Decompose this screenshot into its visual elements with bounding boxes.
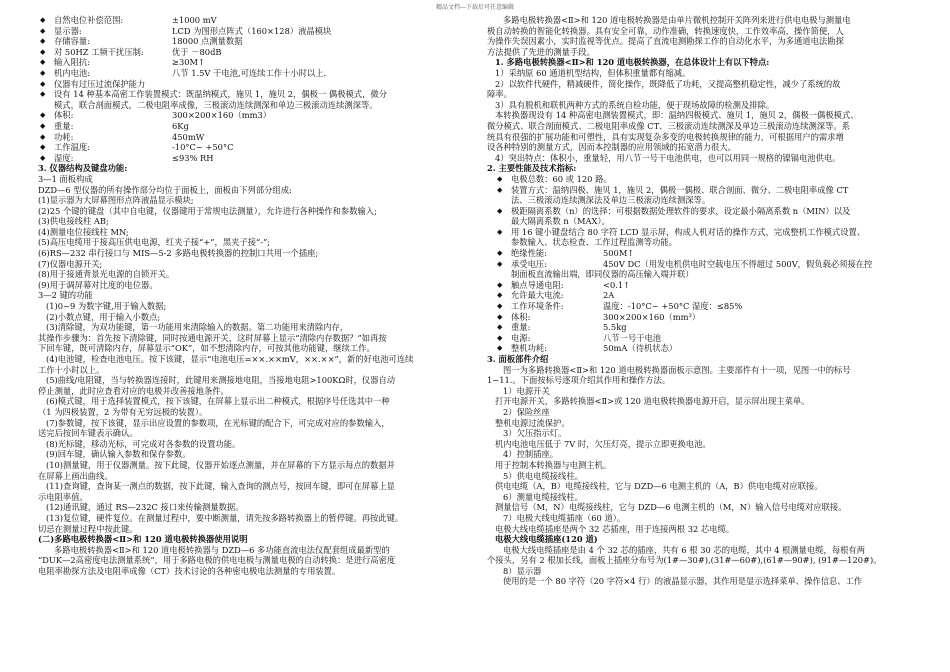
spec-item: ◆ 机内电池: 八节 1.5V 干电池,可连续工作十小时以上. [38, 68, 458, 79]
key-item: (13)复位键，硬件复位。在测量过程中，要中断测量，请先按多路转换器上的暂停键。再按此键。 [46, 512, 404, 523]
key-item: (3)清除键，为双功能键，第一功能用来清除输入的数据。第二功能用来清除内存， [46, 322, 349, 333]
key-item: （1 为四极装置，2 为带有无穷远极的装置）。 [38, 406, 208, 417]
spec-item-cont: 法、三极滚动连续测深法及单边三极滚动连续测深等。 [511, 195, 711, 206]
panel-item: (1)显示器为大屏幕图形点阵液晶显示模块; [38, 195, 194, 206]
modes-item-cont: 模式，联合剖面模式，二极电阻率成像，三极滚动连续测深和单边三极滚动连续测深等。 [54, 99, 378, 110]
key-item: (5)曲线/电阻键，当与转换器连接时，此键用来测接地电阻，当接地电阻>100KΩ时，仪器自动 [46, 375, 396, 386]
section-title: 电极大线电缆插座(120 道) [495, 534, 598, 545]
spec-list [487, 280, 927, 354]
spec-item: ◆ 工作温度: -10°C~ +50°C [38, 142, 458, 153]
feature: 3）具有脱机和联机两种方式的系统自检功能，便于现场故障的检测及排除。 [495, 99, 775, 110]
spec-value: 八节一号干电池 [603, 332, 662, 343]
key-item: 下回车键，既可清除内存，屏幕显示“OK”，如不想清除内存，可按其他功能键，继续工作。 [38, 343, 375, 354]
key-item: 切忌在测量过程中按此键。 [38, 523, 138, 534]
key-item: 工作十小时以上。 [38, 364, 105, 375]
spec-item: ◆ 承受电压: 450V DC（用发电机供电时空载电压不得超过 500V，假负载必须接在控 [487, 259, 927, 270]
key-item: (8)光标键，移动光标，可完成对各参数的设置功能。 [46, 438, 241, 449]
key-item: (6)模式键，用于选择装置模式，按下该键，在屏幕上显示出二种模式，根据序号任选其中一种 [46, 396, 390, 407]
key-item: (11)查询键，查询某一测点的数据，按下此键，输入查询的测点号，按回车键，即可在屏幕上显 [46, 481, 395, 492]
part-desc: 机内电池电压低于 7V 时，欠压灯亮，提示立即更换电池。 [495, 438, 711, 449]
part-title: 6）测量电缆接线柱。 [503, 491, 583, 502]
subsection-title: 3—2 键的功能 [38, 290, 93, 301]
feature: 本转换器现设有 14 种高密电测装置模式，即：温纳四极模式、施贝 1，施贝 2，偶极一偶极模式、 [495, 110, 859, 121]
spec-item-cont: 制面板直流输出端，即同仪器的高压输入端并联） [511, 269, 694, 280]
paragraph: 使用的是一个 80 字符（20 字符×4 行）的液晶显示器，其作用是显示选择菜单、操作信息、工作 [503, 576, 863, 587]
part-title: 1）电源开关 [503, 385, 550, 396]
key-item: 停止测量，此时应查看对应的电极并改善接地条件。 [38, 385, 229, 396]
spec-key: 触点导通电阻: [511, 279, 564, 290]
spec-item: ◆ 自然电位补偿范围: ±1000 mV [38, 15, 458, 26]
spec-item: ◆ 极距隔离系数（n）的选择：可根据数据处理软件的要求，设定最小隔离系数 n（MIN）以及 [487, 206, 927, 217]
spec-item [487, 290, 927, 301]
spec-item [487, 301, 927, 312]
panel-item: (2)25 个键的键盘（其中自电键，仪器键用于常规电法测量），允许进行各种操作和参数输入; [38, 205, 377, 216]
spec-item [487, 343, 927, 354]
feature: 微分模式、联合剖面模式、二极电阻率成像 CT、三极滚动连续测深及单边三极滚动连续测深等。系 [487, 120, 850, 131]
section-title: (二)多路电极转换器<Ⅱ>和 120 道电极转换器使用说明 [38, 534, 248, 545]
part-desc: 供电电缆（A，B）电缆接线柱，它与 DZD—6 电测主机的（A，B）供电电缆对应联接。 [495, 481, 823, 492]
subsection-title: 3—1 面板构成 [38, 173, 93, 184]
paragraph: 电阻率勘探方法及电阻率成像（CT）技术讨论的各种密电极电法测量的专用装置。 [38, 565, 341, 576]
modes-item: ◆ 设有 14 种基本高密工作装置模式：既温纳模式，施贝 1，施贝 2，偶极一 偶极模式，微分 [38, 89, 458, 100]
panel-item: (9)用于调屏幕对比度的电位器。 [38, 279, 158, 290]
spec-item-cont: 参数输入、状态检查、工作过程监测等功能。 [511, 237, 677, 248]
panel-item: (5)高压电缆用于接高压供电电源，红夹子接“+”，黑夹子接“-”; [38, 237, 271, 248]
key-item: 送完后按回车键表示确认。 [38, 428, 138, 439]
feature: 统具有很强的扩展功能和可塑性，具有实现复杂多变的电极转换规律的能力，可根据用户的需求增 [487, 131, 844, 142]
panel-item: (7)仪器电源开关; [38, 258, 103, 269]
spec-item: ◆ 绝缘性能: 500M↑ [487, 248, 927, 259]
spec-key: 工作环境条件: [511, 301, 564, 312]
feature: 1）采纳原 60 通道机型结构，但体积重量都有缩减。 [495, 67, 691, 78]
spec-item-cont: 最大隔离系数 n（MAX）。 [511, 216, 610, 227]
spec-item [487, 312, 927, 323]
part-title: 7）电极大线电缆插座（60 道）。 [503, 512, 626, 523]
spec-item: ◆ 装置方式：温纳四极、施贝 1，施贝 2，偶极一偶极、联合剖面、微分、二极电阻率成像 CT [487, 185, 927, 196]
spec-item: ◆ 对 50HZ 工频干扰压制: 优于 －80dB [38, 47, 458, 58]
spec-key: 重量: [511, 322, 531, 333]
paragraph: DZD—6 型仪器的所有操作部分均位于面板上，面板由下列部分组成: [38, 184, 292, 195]
paragraph: 多路电极转换器<Ⅱ>和 120 道电极转换器与 DZD—6 多功能直流电法仪配套组成最新型的 [54, 544, 390, 555]
panel-item: (8)用于接通背景光电源的自锁开关。 [38, 269, 175, 280]
part-title: 2）保险丝座 [503, 406, 550, 417]
part-title: 3）欠压指示灯。 [503, 428, 567, 439]
key-item: (1)0~9 为数字键,用于输入数据; [46, 301, 167, 312]
feature: 4）突出特点：体积小，重量轻，用八节一号干电池供电，也可以用同一规格的镍镉电池供电。 [495, 152, 841, 163]
section-title: 3. 面板部件介绍 [487, 354, 549, 364]
spec-key: 体积: [511, 311, 531, 322]
spec-item: ◆ 仪器有过压过流保护能力 [38, 79, 458, 90]
spec-item [487, 322, 927, 333]
spec-value: 50mA（待机状态） [603, 343, 678, 354]
paragraph: 方法提供了先进的测量手段。 [487, 46, 595, 57]
left-column [38, 15, 458, 672]
spec-item [487, 280, 927, 291]
paragraph: 1~11.。下面按标号逐项介绍其作用和操作方法。 [487, 375, 671, 386]
spec-item [487, 333, 927, 344]
part-list [487, 386, 927, 534]
paragraph: 个接头，另有 2 根加长线，面板上插座分布号为(1#—30#),(31#—60#),(61#—90#), (91#—120#)。 [487, 555, 882, 566]
feature: 设各种特别的测量方式，因而本控制器的应用领域的拓宽潜力很大。 [487, 142, 736, 153]
paragraph: 多路电极转换器<Ⅱ>和 120 道电极转换器是由单片微机控制开关阵列来进行供电电极与测量电 [503, 15, 851, 25]
part-title: 4）控制插座。 [503, 449, 559, 460]
spec-key: 电源: [511, 332, 531, 343]
section-title: 2. 主要性能及技术指标: [487, 163, 577, 174]
feature: 障率。 [487, 89, 512, 100]
paragraph: 极自动转换的智能化转换器。具有安全可靠，动作准确，转换速度快，工作效率高，操作简便，人 [487, 25, 844, 36]
part-desc: 用于控制本转换器与电测主机。 [495, 459, 612, 470]
part-title: 5）供电电缆接线柱。 [503, 470, 583, 481]
paragraph: 图一为多路转换器<Ⅱ>和 120 道电极转换器面板示意图。主要部件有十一项，见图一中的标号 [503, 364, 851, 375]
key-list [38, 301, 458, 534]
key-item: (9)回车键，确认输入参数和保存参数。 [46, 449, 191, 460]
feature: 2）以软件代硬件，精减硬件，简化操作，既降低了功耗，又提高整机稳定性，减少了系统的故 [495, 78, 841, 89]
spec-value: 温度：-10°C~ +50°C 湿度：≤85% [603, 301, 743, 312]
spec-item: ◆ 存储容量: 18000 点测量数据 [38, 36, 458, 47]
key-item: 在屏幕上画出曲线。 [38, 470, 113, 481]
panel-item: (6)RS—232 串行接口与 MIS—5-2 多路电极转换器的控制口共用一个插座; [38, 248, 319, 259]
key-item: (10)测量键，用于仪器测量。按下此键，仪器开始逐点测量，并在屏幕的下方显示每点的数据并 [46, 459, 395, 470]
part-desc: 测量信号（M，N）电缆接线柱，它与 DZD—6 电测主机的（M，N）输入信号电缆对应联接。 [495, 502, 847, 513]
spec-list [38, 15, 458, 163]
part-title: 8）显示器 [503, 565, 542, 576]
key-item: (12)通讯键，通过 RS—232C 接口来传输测量数据。 [46, 502, 244, 513]
spec-value: 300×200×160（mm³） [603, 311, 701, 322]
spec-value: 5.5kg [603, 322, 627, 333]
right-column [487, 15, 927, 672]
page-header: 精品文档---下载后可任意编辑 [435, 4, 515, 11]
spec-value: 2A [603, 290, 615, 301]
spec-value: <0.1↑ [603, 279, 631, 290]
panel-item: (4)测量电位接线柱 MN; [38, 226, 129, 237]
spec-item: ◆ 用 16 键小键盘结合 80 字符 LCD 显示屏，构成人机对话的操作方式，完成整机工作模式设置、 [487, 227, 927, 238]
spec-item: ◆ 功耗: 450mW [38, 132, 458, 143]
part-desc: 打开电源开关，多路转换器<Ⅱ>或 120 道电极转换器电源开启，显示屏出现主菜单。 [495, 396, 810, 407]
paragraph: “DUK—2高密度电法测量系统”，用于多路电极的供电电极与测量电极的自动转换：是进行高密度 [38, 555, 396, 566]
panel-item: (3)供电接线柱 AB; [38, 216, 109, 227]
spec-item: ◆ 输入阻抗: ≥30M↑ [38, 57, 458, 68]
paragraph: 为操作失误因素小，实时监视等优点。提高了直流电测勘探工作的自动化水平，为多通道电法勘探 [487, 36, 844, 47]
key-item: (4)电池键，检查电池电压。按下该键，显示“电池电压=××.××mV，××.××”，新的好电池可连续 [46, 354, 414, 364]
spec-item: ◆ 显示器: LCD 为图形点阵式（160×128）液晶模块 [38, 26, 458, 37]
part-desc: 电极大线电缆插座是两个 32 芯插座，用于连接两根 32 芯电缆。 [495, 523, 735, 534]
panel-list [38, 195, 458, 290]
spec-item: ◆ 体积: 300×200×160（mm3） [38, 110, 458, 121]
key-item: 示电阻率值。 [38, 491, 88, 502]
spec-item: ◆ 湿度: ≤93% RH [38, 153, 458, 164]
section-title: 1. 多路电极转换器<Ⅱ>和 120 道电极转换器，在总体设计上有以下特点: [495, 57, 770, 68]
spec-key: 允许最大电流: [511, 290, 564, 301]
section-title: 3. 仪器结构及键盘功能: [38, 163, 128, 174]
part-desc: 整机电源过流保护。 [495, 417, 570, 428]
key-item: (7)参数键，按下该键，显示出应设置的参数项，在光标键的配合下，可完成对应的参数输入， [46, 417, 390, 428]
key-item: 其操作步骤为：首先按下清除键，同时按通电源开关，这时屏幕上显示“清除内存数据？”如再按 [38, 332, 387, 343]
key-item: (2)小数点键，用于输入小数点; [46, 311, 161, 322]
spec-key: 整机功耗: [511, 343, 547, 354]
paragraph: 电极大线电缆插座是由 4 个 32 芯的插座，共有 6 根 30 芯的电缆，其中 4 根测量电缆，每根有两 [503, 544, 866, 555]
spec-item: ◆ 重量: 6Kg [38, 121, 458, 132]
spec-item: ◆ 电极总数：60 或 120 路。 [487, 174, 927, 185]
